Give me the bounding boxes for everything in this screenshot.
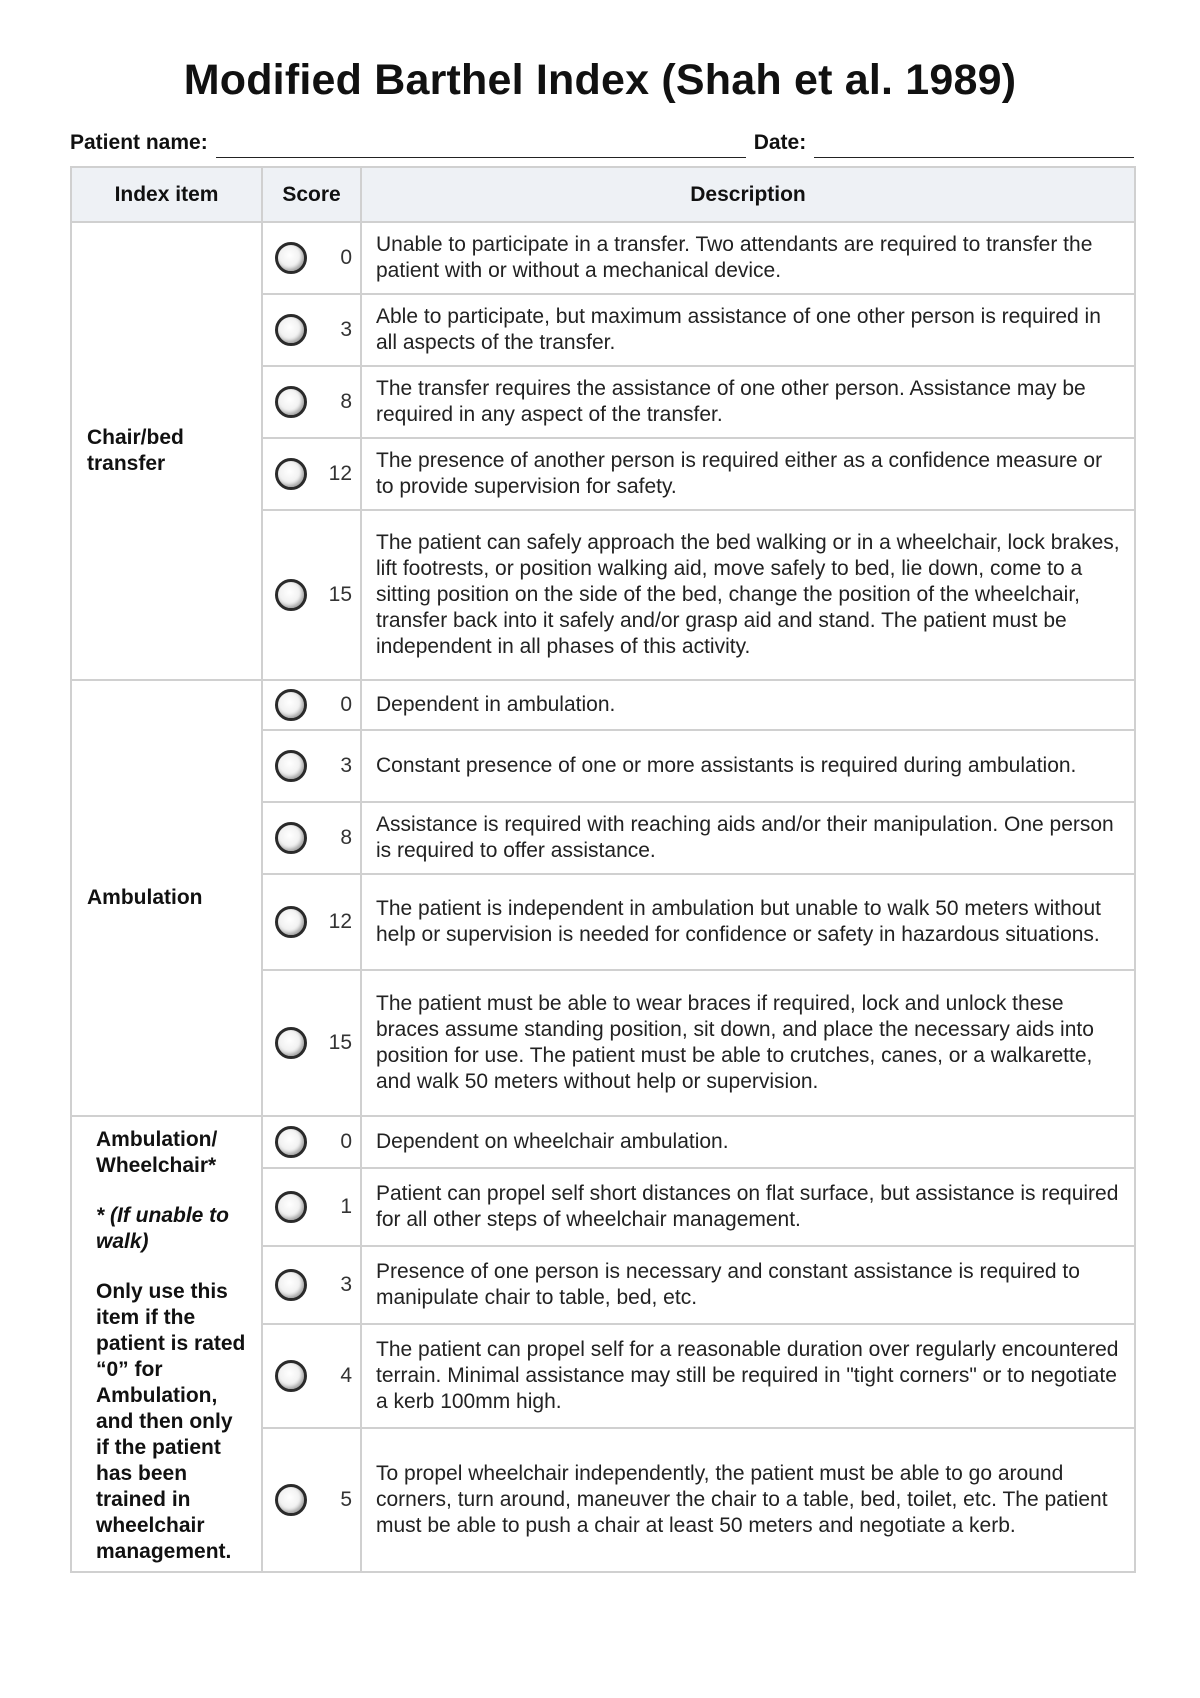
score-description: The patient can safely approach the bed walking or in a wheelchair, lock brakes, lift footrests, or position walking aid, move safely to bed, lie down, come to a sitting position on the side of the bed, change the position of the wheelchair, transfer back into it safely and/or grasp aid and stand. The patient must be independent in all phases of this activity. (361, 510, 1135, 680)
score-value: 3 (340, 754, 352, 777)
score-description: Presence of one person is necessary and constant assistance is required to manipulate chair to table, bed, etc. (361, 1246, 1135, 1324)
score-cell (262, 366, 361, 438)
score-description: Patient can propel self short distances on flat surface, but assistance is required for all other steps of wheelchair management. (361, 1168, 1135, 1246)
item-instructions: Only use this item if the patient is rated “0” for Ambulation, and then only if the patient has been trained in wheelchair management. (96, 1280, 246, 1563)
barthel-index-table (70, 166, 1136, 1573)
score-description: To propel wheelchair independently, the patient must be able to go around corners, turn around, maneuver the chair to a table, bed, toilet, etc. The patient must be able to push a chair at least 50 meters and negotiate a kerb. (361, 1428, 1135, 1572)
score-radio[interactable] (275, 750, 307, 782)
score-value: 8 (340, 826, 352, 849)
page-title: Modified Barthel Index (Shah et al. 1989) (183, 56, 1017, 104)
score-value: 15 (328, 583, 352, 606)
score-radio[interactable] (275, 1360, 307, 1392)
date-label: Date: (753, 131, 807, 154)
score-radio[interactable] (275, 386, 307, 418)
item-chair-bed-transfer: Chair/bed transfer (71, 222, 262, 680)
score-value: 12 (328, 462, 352, 485)
header-score: Score (262, 167, 361, 222)
score-description: Constant presence of one or more assistants is required during ambulation. (361, 730, 1135, 802)
score-value: 5 (340, 1487, 352, 1511)
score-radio[interactable] (275, 458, 307, 490)
table-row (71, 680, 1135, 730)
patient-name-field[interactable] (216, 134, 746, 158)
score-radio[interactable] (275, 579, 307, 611)
score-description: Unable to participate in a transfer. Two attendants are required to transfer the patient with or without a mechanical device. (361, 222, 1135, 294)
date-field[interactable] (814, 134, 1134, 158)
score-value: 3 (340, 1273, 352, 1297)
score-radio[interactable] (275, 1484, 307, 1516)
header-index-item: Index item (71, 167, 262, 222)
score-value: 4 (340, 1363, 352, 1387)
score-value: 0 (340, 1129, 352, 1153)
score-radio[interactable] (275, 689, 307, 721)
table-row (71, 222, 1135, 294)
score-description: Dependent in ambulation. (361, 680, 1135, 730)
item-ambulation-wheelchair-title: Ambulation/ Wheelchair* (96, 1128, 218, 1177)
patient-name-label: Patient name: (70, 131, 208, 154)
score-description: Able to participate, but maximum assistance of one other person is required in all aspects of the transfer. (361, 294, 1135, 366)
score-radio[interactable] (275, 314, 307, 346)
score-value: 0 (340, 246, 352, 269)
patient-info-line (70, 128, 1134, 158)
score-radio[interactable] (275, 906, 307, 938)
score-description: Dependent on wheelchair ambulation. (361, 1116, 1135, 1168)
score-cell (262, 730, 361, 802)
score-cell (262, 802, 361, 874)
score-value: 1 (340, 1194, 352, 1218)
score-cell (262, 1428, 361, 1572)
table-row (71, 1116, 1135, 1168)
score-radio[interactable] (275, 1027, 307, 1059)
score-value: 15 (328, 1031, 352, 1054)
score-description: The patient is independent in ambulation but unable to walk 50 meters without help or supervision is needed for confidence or safety in hazardous situations. (361, 874, 1135, 970)
score-radio[interactable] (275, 822, 307, 854)
score-cell (262, 222, 361, 294)
score-description: The patient can propel self for a reasonable duration over regularly encountered terrain. Minimal assistance may still be required in "tight corners" or to negotiate a kerb 100mm high. (361, 1324, 1135, 1427)
score-radio[interactable] (275, 242, 307, 274)
score-cell (262, 1246, 361, 1324)
score-description: Assistance is required with reaching aids and/or their manipulation. One person is required to offer assistance. (361, 802, 1135, 874)
item-note: * (If unable to walk) (96, 1204, 229, 1253)
score-cell (262, 1116, 361, 1168)
score-description: The patient must be able to wear braces if required, lock and unlock these braces assume standing position, sit down, and place the necessary aids into position for use. The patient must be able to crutches, canes, or a walkarette, and walk 50 meters without help or supervision. (361, 970, 1135, 1116)
score-cell (262, 680, 361, 730)
item-ambulation-wheelchair (71, 1116, 262, 1572)
score-radio[interactable] (275, 1191, 307, 1223)
header-description: Description (361, 167, 1135, 222)
score-cell (262, 1168, 361, 1246)
score-cell (262, 874, 361, 970)
score-value: 0 (340, 693, 352, 716)
score-radio[interactable] (275, 1269, 307, 1301)
score-cell (262, 510, 361, 680)
score-radio[interactable] (275, 1126, 307, 1158)
score-description: The presence of another person is required either as a confidence measure or to provide supervision for safety. (361, 438, 1135, 510)
score-cell (262, 294, 361, 366)
score-value: 12 (328, 910, 352, 933)
score-description: The transfer requires the assistance of one other person. Assistance may be required in any aspect of the transfer. (361, 366, 1135, 438)
score-cell (262, 970, 361, 1116)
score-cell (262, 1324, 361, 1427)
table-header-row (71, 167, 1135, 222)
score-value: 3 (340, 318, 352, 341)
item-ambulation: Ambulation (71, 680, 262, 1116)
score-value: 8 (340, 390, 352, 413)
score-cell (262, 438, 361, 510)
